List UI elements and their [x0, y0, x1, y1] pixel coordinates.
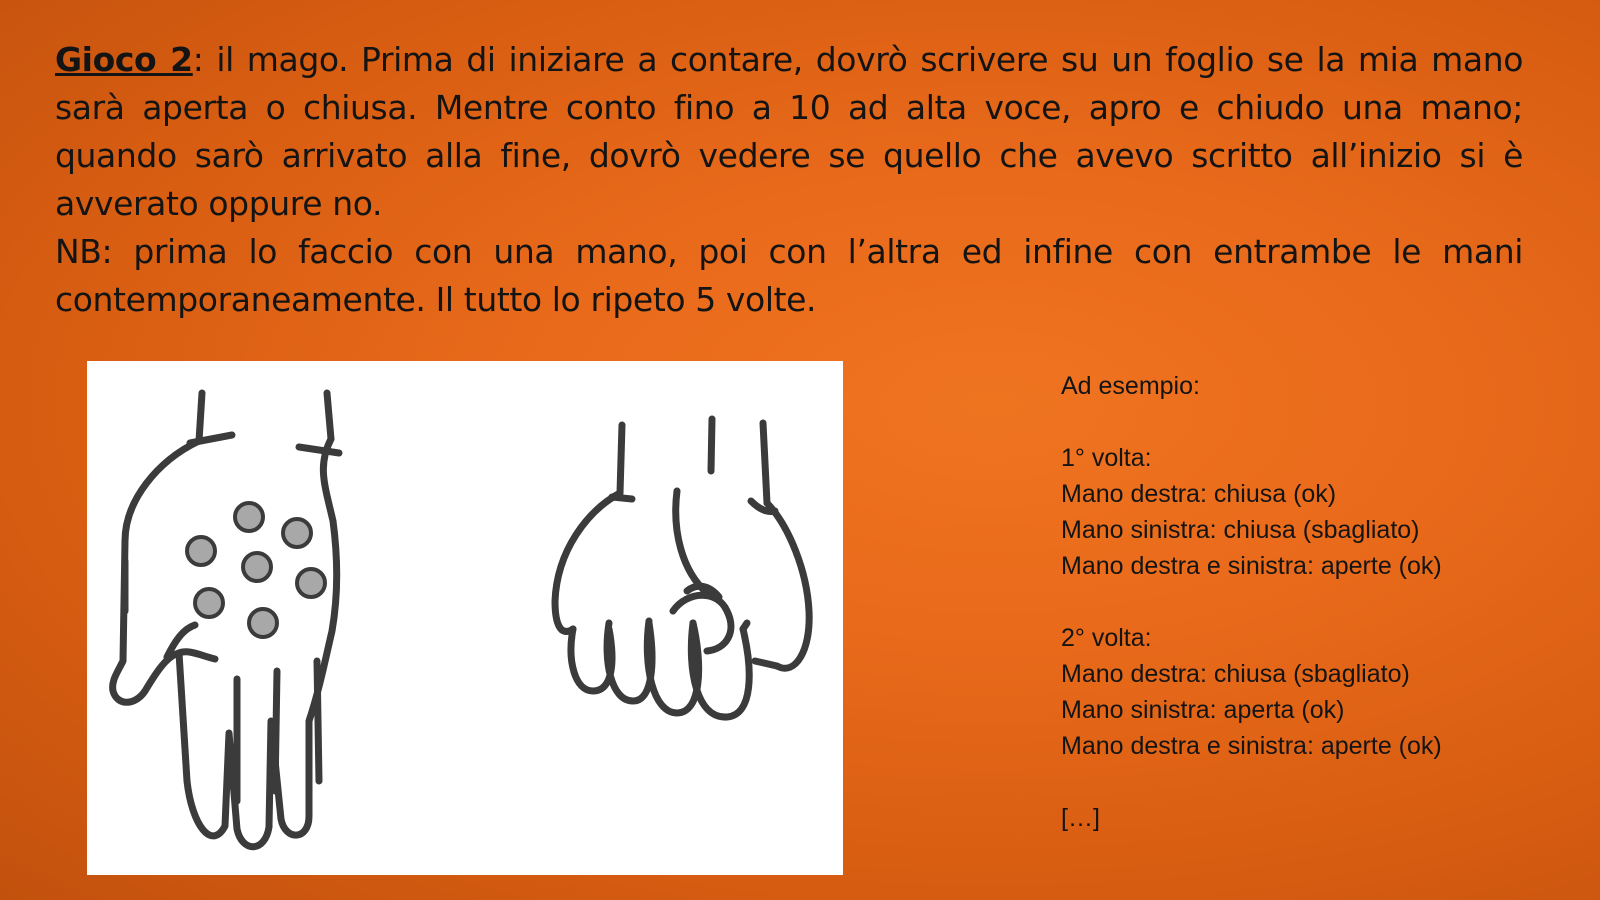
- hands-illustration: [87, 361, 843, 875]
- game-title: Gioco 2: [55, 40, 193, 79]
- spacer: [1061, 404, 1581, 440]
- round-1-line: Mano destra: chiusa (ok): [1061, 480, 1337, 508]
- palm-dots: [187, 503, 325, 637]
- spacer: [1061, 584, 1581, 620]
- note-text: NB: prima lo faccio con una mano, poi con l’altra ed infine con entrambe le mani contemporaneamente. Il tutto lo ripeto 5 volte.: [55, 232, 1523, 319]
- examples-heading: Ad esempio:: [1061, 372, 1200, 400]
- round-2-title: 2° volta:: [1061, 624, 1152, 652]
- ellipsis: […]: [1061, 804, 1100, 832]
- intro-text: [55, 36, 1523, 324]
- examples-panel: [1061, 368, 1581, 836]
- round-1-line: Mano sinistra: chiusa (sbagliato): [1061, 516, 1420, 544]
- round-1-title: 1° volta:: [1061, 444, 1152, 472]
- spacer: [1061, 764, 1581, 800]
- open-hand-icon: [113, 393, 339, 847]
- description-text: : il mago. Prima di iniziare a contare, dovrò scrivere su un foglio se la mia mano sarà aperta o chiusa. Mentre conto fino a 10 ad alta voce, apro e chiudo una mano; quando sarò arrivato alla fine, dovrò vedere se quello che avevo scritto all’inizio si è avverato oppure no.: [55, 40, 1524, 223]
- closed-fist-icon: [555, 419, 809, 717]
- game-description: [55, 36, 1523, 228]
- round-2-line: Mano sinistra: aperta (ok): [1061, 696, 1345, 724]
- round-2-line: Mano destra e sinistra: aperte (ok): [1061, 732, 1442, 760]
- round-2-line: Mano destra: chiusa (sbagliato): [1061, 660, 1410, 688]
- round-1-line: Mano destra e sinistra: aperte (ok): [1061, 552, 1442, 580]
